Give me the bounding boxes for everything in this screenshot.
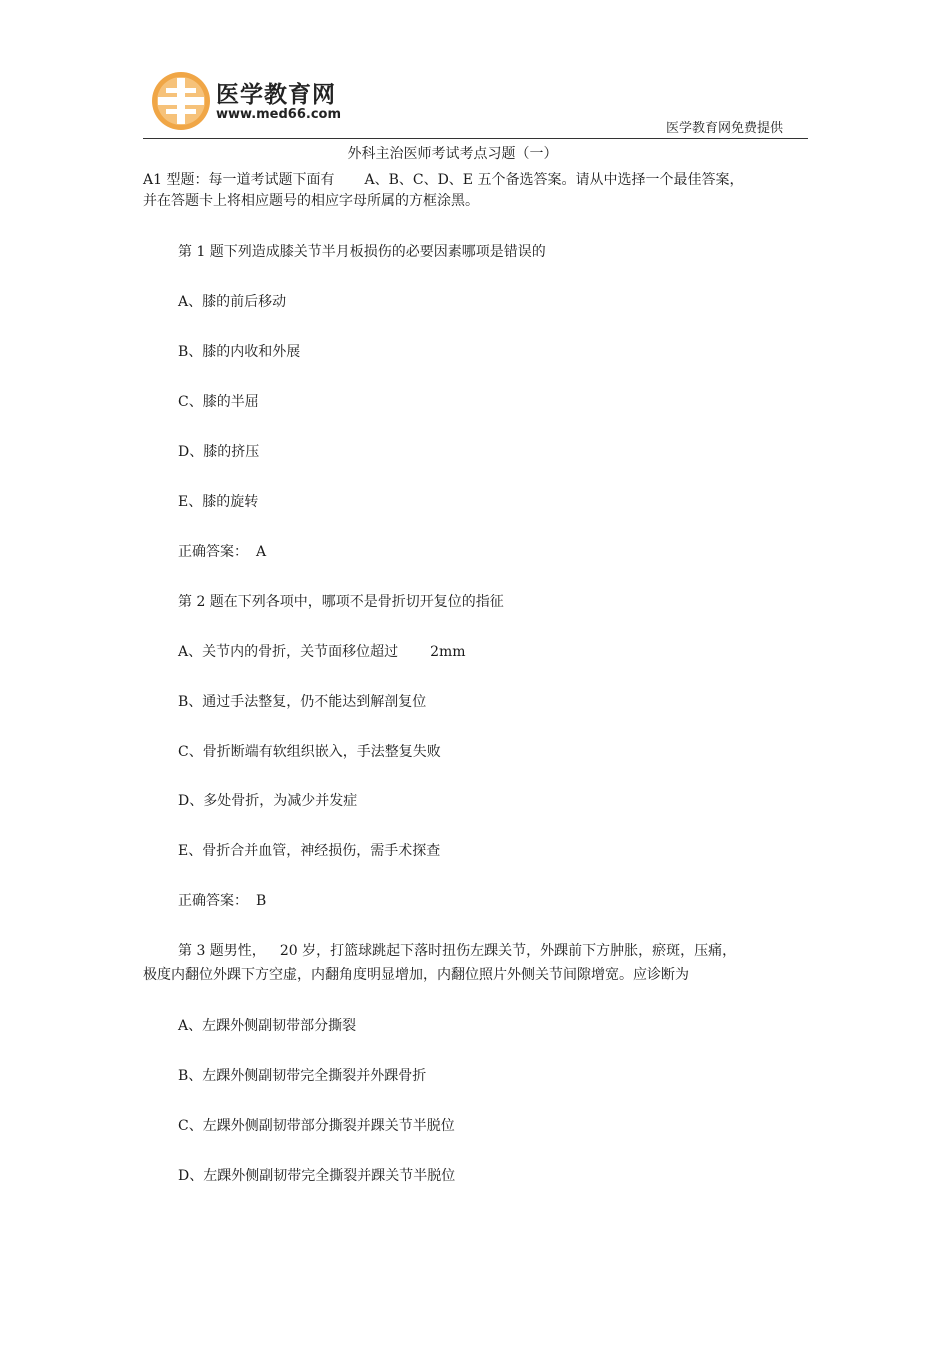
- intro-text-a: A1 型题：每一道考试题下面有: [143, 172, 335, 188]
- stem-part-b: 20 岁，打篮球跳起下落时扭伤左踝关节，外踝前下方肿胀，瘀斑，压痛，: [279, 943, 737, 959]
- answer-value: B: [256, 893, 267, 909]
- option-a-text: A、关节内的骨折，关节面移位超过: [178, 644, 399, 660]
- question-1-option-b: B、膝的内收和外展: [178, 344, 301, 360]
- question-2-option-b: B、通过手法整复，仍不能达到解剖复位: [178, 694, 427, 710]
- logo-url: www.med66.com: [216, 107, 342, 122]
- answer-value: A: [256, 544, 267, 560]
- document-title: 外科主治医师考试考点习题（一）: [347, 146, 558, 162]
- question-2-option-c: C、骨折断端有软组织嵌入，手法整复失败: [178, 744, 441, 760]
- question-3-stem-line-1: [178, 940, 736, 960]
- intro-line-2: 并在答题卡上将相应题号的相应字母所属的方框涂黑。: [143, 193, 479, 209]
- stem-part-a: 第 3 题男性，: [178, 943, 266, 959]
- answer-label: 正确答案：: [178, 893, 248, 909]
- question-3-option-c: C、左踝外侧副韧带部分撕裂并踝关节半脱位: [178, 1118, 455, 1134]
- question-3-option-b: B、左踝外侧副韧带完全撕裂并外踝骨折: [178, 1068, 427, 1084]
- question-2-answer: [178, 890, 266, 910]
- question-3-option-a: A、左踝外侧副韧带部分撕裂: [178, 1018, 357, 1034]
- question-2-option-d: D、多处骨折，为减少并发症: [178, 793, 358, 809]
- med66-logo-icon: [150, 70, 212, 132]
- question-1-option-a: A、膝的前后移动: [178, 294, 287, 310]
- option-a-value: 2mm: [430, 644, 466, 660]
- intro-text-b: A、B、C、D、E 五个备选答案。请从中选择一个最佳答案，: [364, 172, 744, 188]
- question-2-stem: 第 2 题在下列各项中，哪项不是骨折切开复位的指征: [178, 594, 504, 610]
- provider-note: 医学教育网免费提供: [666, 121, 784, 136]
- question-1-option-e: E、膝的旋转: [178, 494, 259, 510]
- question-3-stem-line-2: 极度内翻位外踝下方空虚，内翻角度明显增加，内翻位照片外侧关节间隙增宽。应诊断为: [143, 967, 689, 983]
- question-1-stem: 第 1 题下列造成膝关节半月板损伤的必要因素哪项是错误的: [178, 244, 546, 260]
- intro-line-1: [143, 169, 743, 189]
- header-divider: [143, 138, 808, 139]
- question-1-option-d: D、膝的挤压: [178, 444, 260, 460]
- page-header: [0, 0, 950, 145]
- answer-label: 正确答案：: [178, 544, 248, 560]
- question-1-option-c: C、膝的半屈: [178, 394, 259, 410]
- logo-name: 医学教育网: [216, 82, 336, 108]
- question-2-option-e: E、骨折合并血管，神经损伤，需手术探查: [178, 843, 441, 859]
- question-2-option-a: [178, 641, 466, 661]
- question-1-answer: [178, 541, 266, 561]
- question-3-option-d: D、左踝外侧副韧带完全撕裂并踝关节半脱位: [178, 1168, 456, 1184]
